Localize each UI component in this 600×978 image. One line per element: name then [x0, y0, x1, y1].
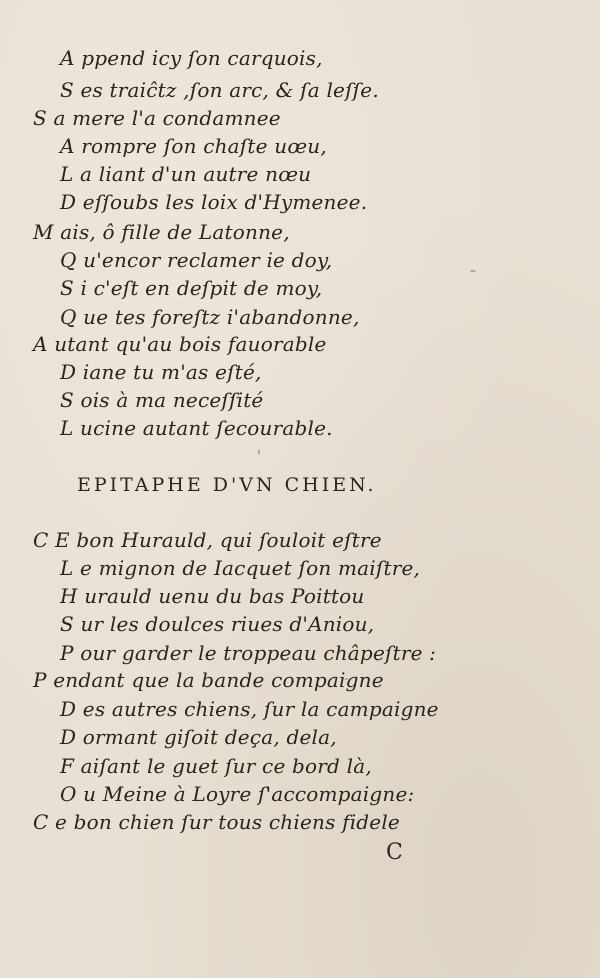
verse-line: A ppend icy ſon carquois,	[60, 46, 323, 70]
epitaph-heading: EPITAPHE D'VN CHIEN.	[77, 474, 377, 496]
ink-speck	[470, 270, 476, 272]
catchword: C	[386, 840, 403, 865]
verse-line: C e bon chien ſur tous chiens fidele	[33, 810, 400, 834]
verse-line: S es traiĉtz ,ſon arc, & ſa leſſe.	[60, 78, 379, 102]
verse-line: Q ue tes foreſtz i'abandonne,	[60, 305, 360, 329]
verse-line: D iane tu m'as eſté,	[60, 360, 262, 384]
ink-speck	[345, 678, 348, 680]
ink-speck	[258, 449, 260, 455]
verse-line: P our garder le troppeau châpeſtre :	[60, 641, 437, 665]
verse-line: D eſſoubs les loix d'Hymenee.	[60, 190, 368, 214]
verse-line: A utant qu'au bois fauorable	[33, 332, 327, 356]
verse-line: A rompre ſon chaſte uœu,	[60, 134, 327, 158]
verse-line: P endant que la bande compaigne	[33, 668, 384, 692]
verse-line: O u Meine à Loyre ſ'accompaigne:	[60, 782, 415, 806]
verse-line: S i c'eſt en deſpit de moy,	[60, 276, 323, 300]
verse-line: L e mignon de Iacquet ſon maiſtre,	[60, 556, 421, 580]
verse-line: S ois à ma neceſſité	[60, 388, 264, 412]
verse-line: D es autres chiens, ſur la campaigne	[60, 697, 439, 721]
ink-speck	[236, 396, 239, 399]
verse-line: L ucine autant ſecourable.	[60, 416, 333, 440]
verse-line: H urauld uenu du bas Poittou	[60, 584, 365, 608]
verse-line: S ur les doulces riues d'Aniou,	[60, 612, 375, 636]
verse-line: C E bon Hurauld, qui ſouloit eſtre	[33, 528, 382, 552]
verse-line: L a liant d'un autre nœu	[60, 162, 312, 186]
ink-speck	[330, 593, 333, 596]
verse-line: D ormant giſoit deça, dela,	[60, 725, 337, 749]
verse-line: M ais, ô fille de Latonne,	[33, 220, 290, 244]
verse-line: F aiſant le guet ſur ce bord là,	[60, 754, 372, 778]
verse-line: Q u'encor reclamer ie doy,	[60, 248, 333, 272]
verse-line: S a mere l'a condamnee	[33, 106, 281, 130]
